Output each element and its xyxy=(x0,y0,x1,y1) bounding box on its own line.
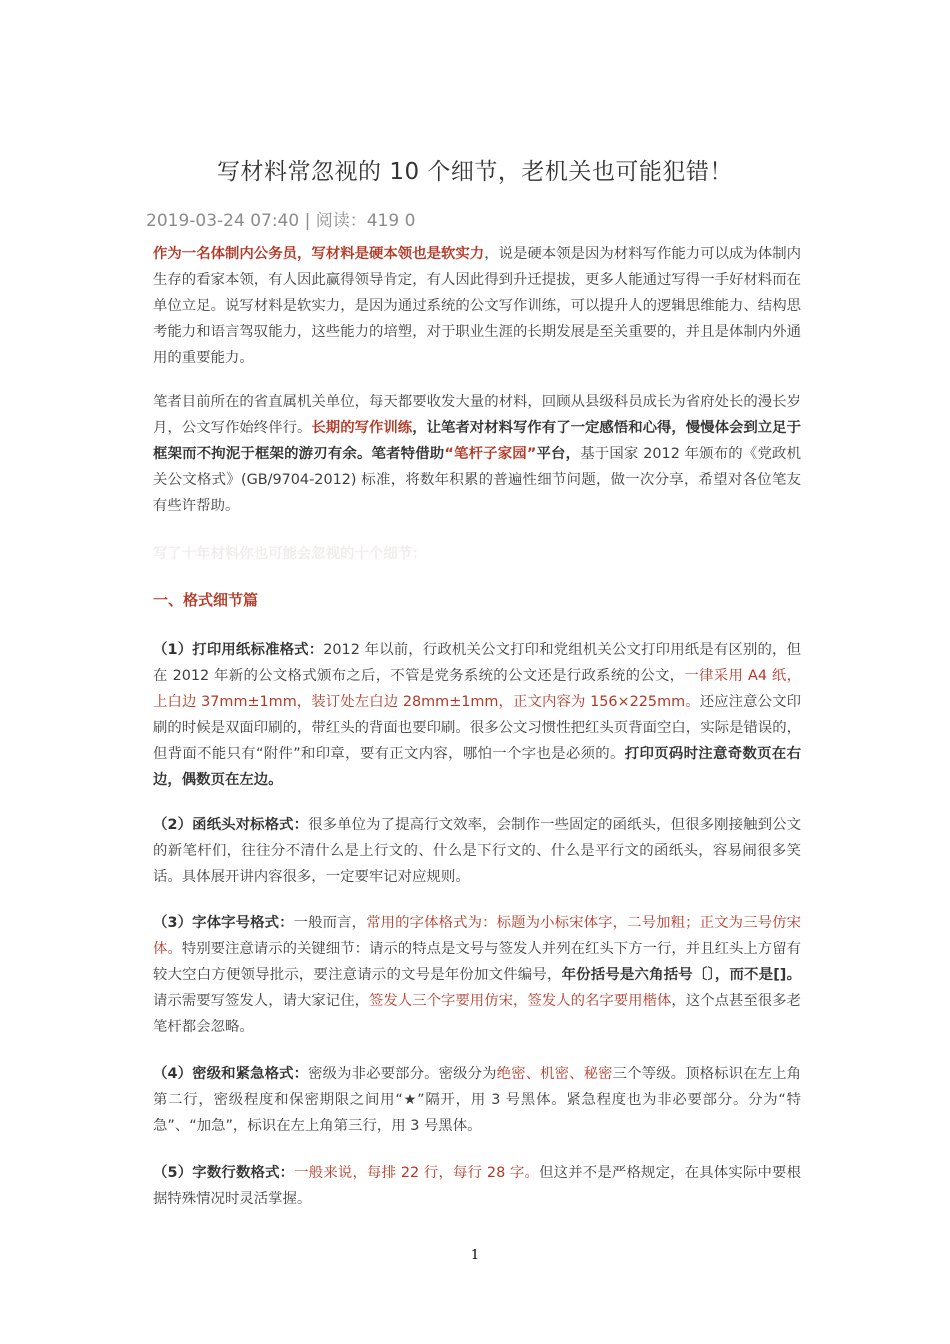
intro2-text-a: 笔者目前所在的省直属机关单位，每天都要收发大量的材料，回顾从县级科员成长为省府处长的漫长岁月，公文写作始终伴行。 xyxy=(153,394,801,436)
detail-item-5 xyxy=(153,1160,801,1212)
article-title: 写材料常忽视的 10 个细节，老机关也可能犯错！ xyxy=(217,159,733,185)
item-text: 一般而言， xyxy=(293,915,367,931)
item-label: （3）字体字号格式： xyxy=(153,915,294,931)
section-heading: 一、格式细节篇 xyxy=(153,591,259,609)
intro-paragraph-2 xyxy=(153,389,801,519)
item-highlight: 常用的字体格式为：标题为小标宋体字，二号加粗；正文为三号仿宋体。 xyxy=(153,915,801,957)
item-bold: 打印页码时注意奇数页在右边，偶数页在左边。 xyxy=(153,746,801,788)
platform-name: “笔杆子家园” xyxy=(444,446,537,462)
intro2-text-b: 基于国家 2012 年颁布的《党政机关公文格式》(GB/9704-2012) 标准，将数年积累的普遍性细节问题，做一次分享，希望对各位笔友有些许帮助。 xyxy=(153,446,801,514)
item-label: （1）打印用纸标准格式： xyxy=(153,642,324,658)
item-text: ，这个点甚至很多老笔杆都会忽略。 xyxy=(153,993,801,1035)
intro2-bold-2: 平台， xyxy=(536,446,581,462)
intro-paragraph-1 xyxy=(153,241,801,371)
item-text: 但这并不是严格规定，在具体实际中要根据特殊情况时灵活掌握。 xyxy=(153,1165,801,1207)
faint-heading: 写了十年材料你也可能会忽视的十个细节： xyxy=(153,546,427,562)
item-text: 密级为非必要部分。密级分为 xyxy=(308,1066,497,1082)
item-text: 特别要注意请示的关键细节：请示的特点是文号与签发人并列在红头下方一行，并且红头上方留有较大空白方便领导批示，要注意请示的文号是年份加文件编号， xyxy=(153,941,801,983)
item-highlight: 绝密、机密、秘密 xyxy=(496,1066,613,1082)
item-highlight: 签发人三个字要用仿宋，签发人的名字要用楷体 xyxy=(369,993,672,1009)
detail-item-2 xyxy=(153,812,801,890)
item-text: 三个等级。顶格标识在左上角第二行，密级程度和保密期限之间用“★”隔开，用 3 号黑体。紧急程度也为非必要部分。分为“特急”、“加急”，标识在左上角第三行，用 3 号黑体。 xyxy=(153,1066,801,1134)
item-highlight: 一律采用 A4 纸，上白边 37mm±1mm，装订处左白边 28mm±1mm，正文内容为 156×225mm。 xyxy=(153,668,801,710)
item-bold: 年份括号是六角括号〔〕，而不是[]。 xyxy=(561,967,801,983)
intro2-bold: ，让笔者对材料写作有了一定感悟和心得，慢慢体会到立足于框架而不拘泥于框架的游刃有余。笔者特借助 xyxy=(153,420,801,462)
detail-item-4 xyxy=(153,1061,801,1139)
item-label: （4）密级和紧急格式： xyxy=(153,1066,309,1082)
item-label: （2）函纸头对标格式： xyxy=(153,817,309,833)
page-number: 1 xyxy=(470,1248,480,1263)
intro2-highlight: 长期的写作训练 xyxy=(311,420,413,436)
item-text: 很多单位为了提高行文效率，会制作一些固定的函纸头，但很多刚接触到公文的新笔杆们，往往分不清什么是上行文的、什么是下行文的、什么是平行文的函纸头，容易闹很多笑话。具体展开讲内容很多，一定要牢记对应规则。 xyxy=(153,817,801,885)
item-label: （5）字数行数格式： xyxy=(153,1165,295,1181)
item-text: 请示需要写签发人，请大家记住， xyxy=(153,993,369,1009)
intro-text: ，说是硬本领是因为材料写作能力可以成为体制内生存的看家本领，有人因此赢得领导肯定，有人因此得到升迁提拔，更多人能通过写得一手好材料而在单位立足。说写材料是软实力，是因为通过系统的公文写作训练，可以提升人的逻辑思维能力、结构思考能力和语言驾驭能力，这些能力的培塑，对于职业生涯的长期发展是至关重要的，并且是体制内外通用的重要能力。 xyxy=(153,246,801,366)
detail-item-3 xyxy=(153,910,801,1040)
detail-item-1 xyxy=(153,637,801,793)
item-text: 2012 年以前，行政机关公文打印和党组机关公文打印用纸是有区别的，但在 2012 年新的公文格式颁布之后，不管是党务系统的公文还是行政系统的公文， xyxy=(153,642,802,684)
intro-lead: 作为一名体制内公务员，写材料是硬本领也是软实力 xyxy=(153,246,485,262)
article-meta: 2019-03-24 07:40 | 阅读：419 0 xyxy=(146,211,416,231)
item-highlight: 一般来说，每排 22 行，每行 28 字。 xyxy=(294,1165,540,1181)
item-text: 还应注意公文印刷的时候是双面印刷的，带红头的背面也要印刷。很多公文习惯性把红头页背面空白，实际是错误的，但背面不能只有“附件”和印章，要有正文内容，哪怕一个字也是必须的。 xyxy=(153,694,801,762)
